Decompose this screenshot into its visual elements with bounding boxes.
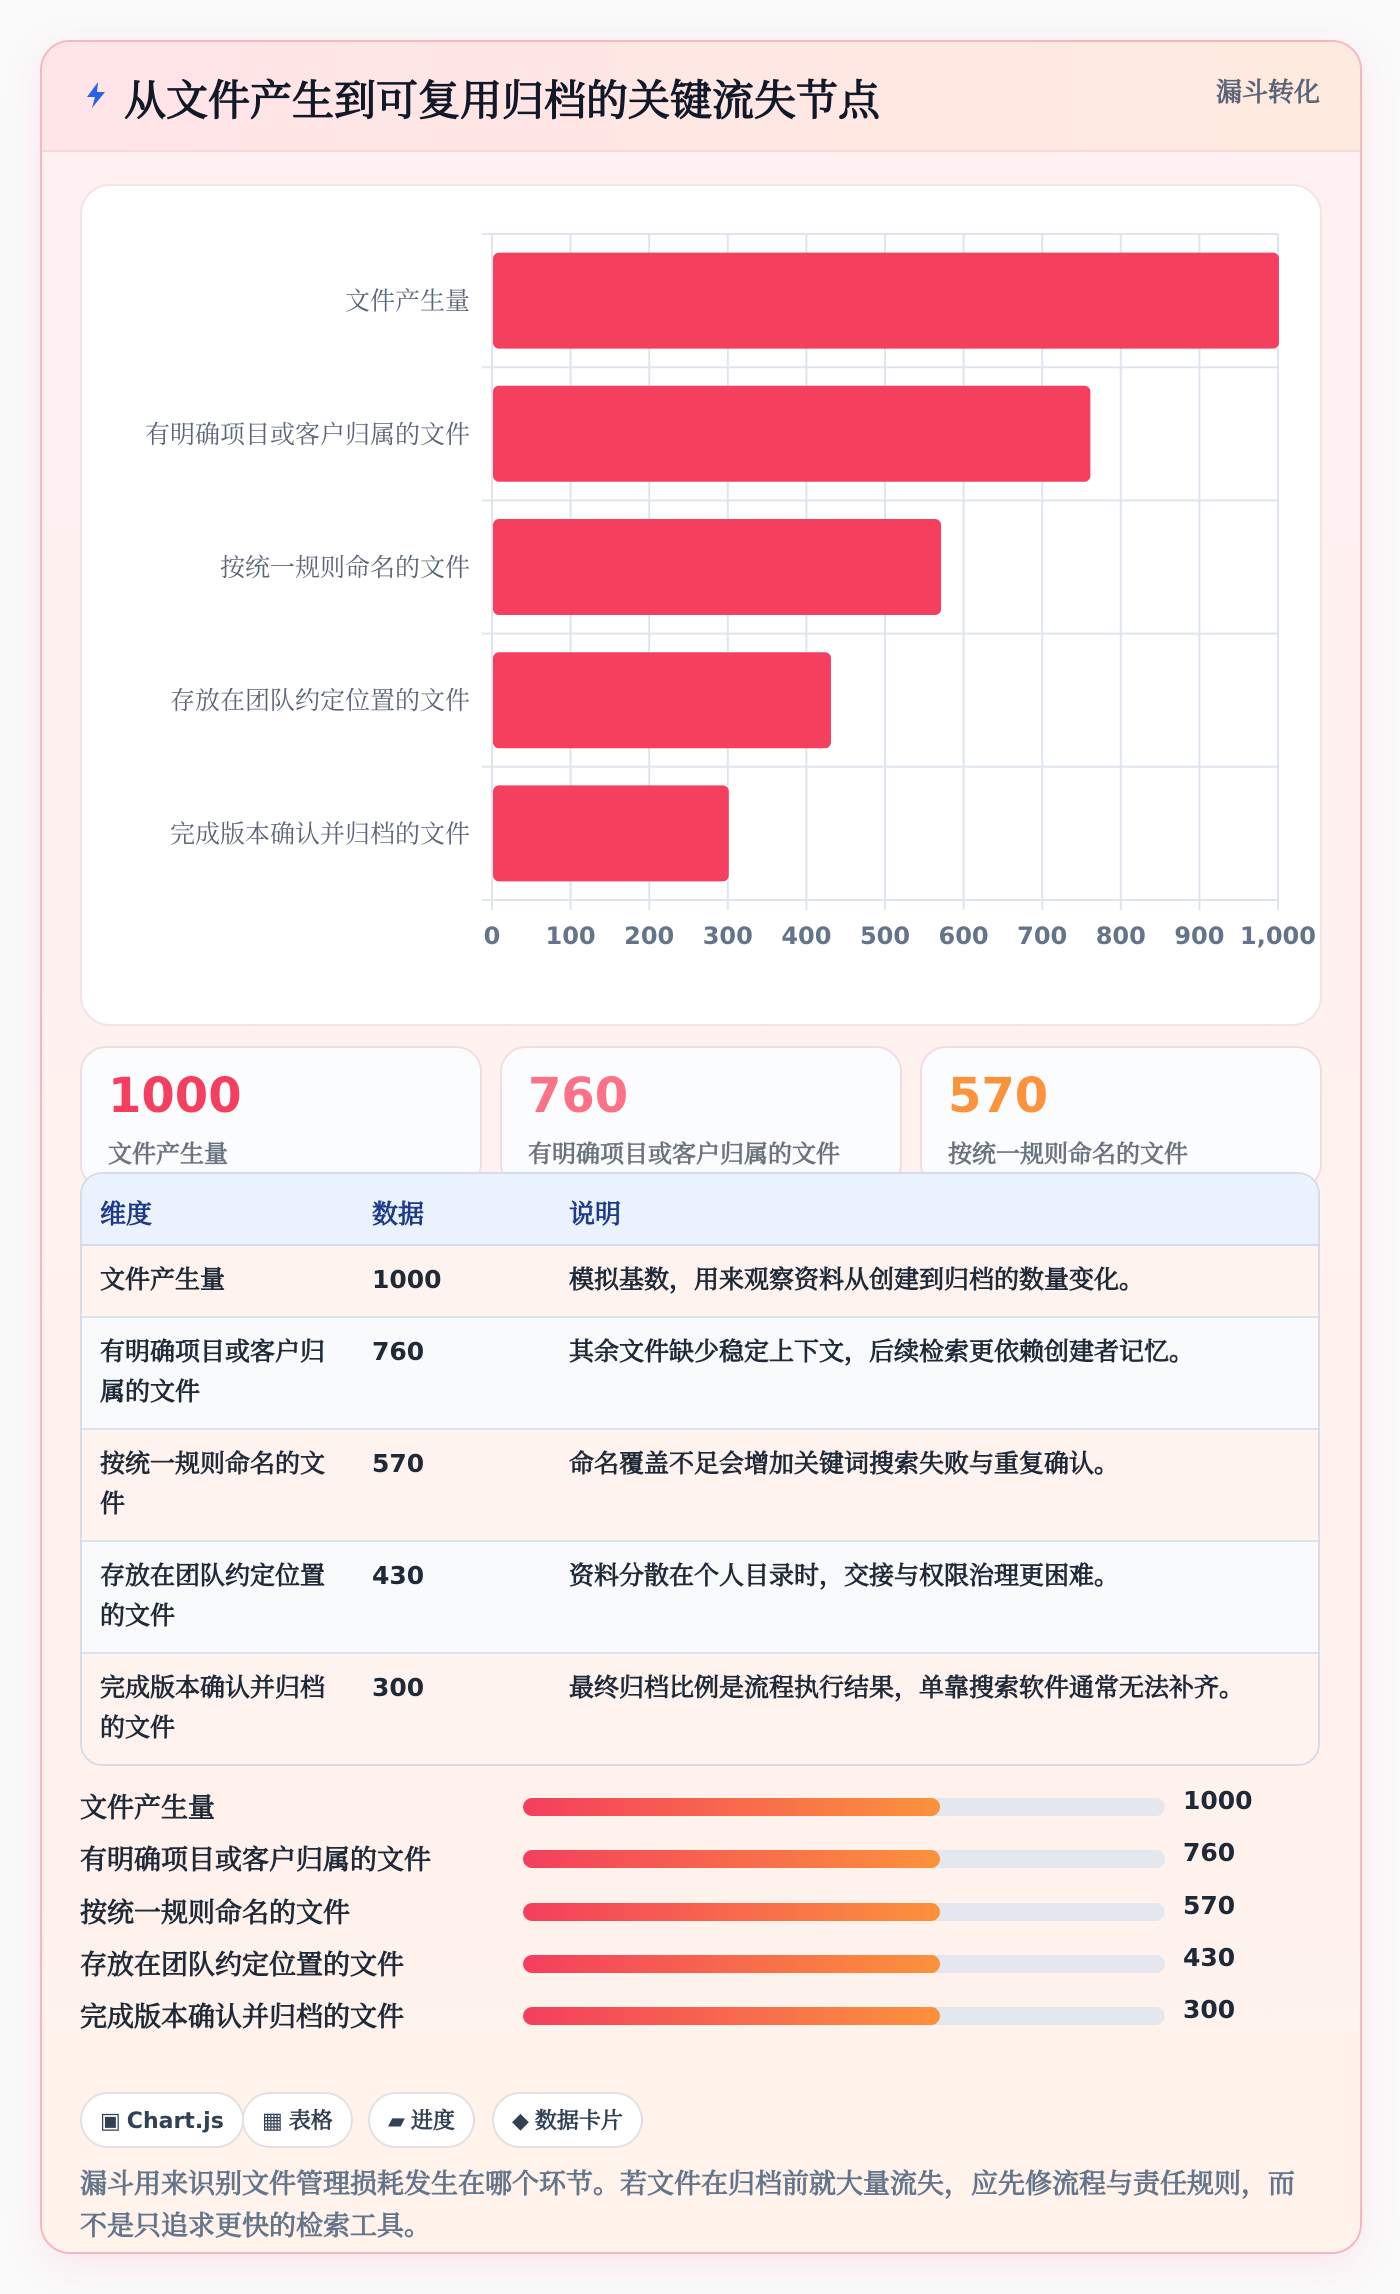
progress-chip-icon: ▰ (388, 2109, 405, 2134)
stat-value: 760 (528, 1068, 629, 1124)
cell-dimension: 文件产生量 (100, 1265, 226, 1294)
stat-card (500, 1046, 902, 1190)
stat-value: 1000 (108, 1068, 242, 1124)
progress-value: 760 (1183, 1838, 1236, 1867)
x-tick-label: 600 (938, 922, 989, 950)
cell-value: 300 (372, 1673, 425, 1702)
cell-note: 命名覆盖不足会增加关键词搜索失败与重复确认。 (569, 1449, 1120, 1478)
progress-row (80, 1941, 1320, 1981)
stat-label: 按统一规则命名的文件 (948, 1140, 1188, 1168)
cell-value: 1000 (372, 1265, 442, 1294)
chip-table[interactable] (242, 2092, 353, 2148)
cell-note: 模拟基数，用来观察资料从创建到归档的数量变化。 (569, 1265, 1145, 1294)
cell-note: 其余文件缺少稳定上下文，后续检索更依赖创建者记忆。 (569, 1337, 1195, 1366)
progress-value: 300 (1183, 1995, 1236, 2024)
data-table (80, 1172, 1320, 1766)
lightning-icon (82, 80, 110, 110)
page-title: 从文件产生到可复用归档的关键流失节点 (124, 76, 881, 125)
column-header-dimension: 维度 (100, 1200, 153, 1230)
diamond-chip-icon: ◆ (512, 2109, 529, 2134)
category-label: 按统一规则命名的文件 (219, 553, 470, 582)
footnote: 漏斗用来识别文件管理损耗发生在哪个环节。若文件在归档前就大量流失，应先修流程与责任规则，而不是只追求更快的检索工具。 (80, 2169, 1295, 2242)
progress-row (80, 1993, 1320, 2033)
stat-label: 文件产生量 (108, 1140, 228, 1168)
x-tick-label: 1,000 (1240, 922, 1316, 950)
progress-fill (523, 1955, 940, 1973)
x-tick-label: 900 (1174, 922, 1225, 950)
progress-label: 完成版本确认并归档的文件 (80, 2002, 404, 2033)
x-tick-label: 100 (545, 922, 596, 950)
bar (493, 652, 831, 748)
table-row (82, 1542, 1318, 1654)
chart-svg (82, 186, 1320, 1024)
bar (493, 519, 941, 615)
x-tick-label: 700 (1017, 922, 1068, 950)
progress-label: 按统一规则命名的文件 (80, 1898, 350, 1929)
progress-track (523, 1850, 1165, 1868)
progress-label: 有明确项目或客户归属的文件 (80, 1845, 431, 1876)
progress-label: 文件产生量 (80, 1793, 215, 1824)
x-tick-label: 400 (781, 922, 832, 950)
table-row (82, 1246, 1318, 1318)
progress-fill (523, 2007, 940, 2025)
cell-note: 资料分散在个人目录时，交接与权限治理更困难。 (569, 1561, 1120, 1590)
chart-chip-icon: ▣ (100, 2109, 121, 2134)
progress-value: 570 (1183, 1891, 1236, 1920)
cell-value: 570 (372, 1449, 425, 1478)
funnel-chart (80, 184, 1322, 1026)
progress-row (80, 1836, 1320, 1876)
chip-label: 数据卡片 (534, 2109, 623, 2134)
chart-type-tag: 漏斗转化 (1215, 78, 1320, 108)
table-chip-icon: ▦ (262, 2109, 283, 2134)
category-label: 完成版本确认并归档的文件 (169, 819, 470, 849)
category-label: 有明确项目或客户归属的文件 (144, 419, 470, 449)
cell-dimension: 有明确项目或客户归属的文件 (100, 1337, 326, 1406)
progress-track (523, 2007, 1165, 2025)
bar (493, 785, 729, 881)
cell-note: 最终归档比例是流程执行结果，单靠搜索软件通常无法补齐。 (569, 1673, 1245, 1702)
progress-row (80, 1784, 1320, 1824)
progress-value: 1000 (1183, 1786, 1253, 1815)
table-header (82, 1174, 1318, 1246)
category-label: 文件产生量 (344, 286, 470, 316)
progress-fill (523, 1850, 940, 1868)
column-header-data: 数据 (372, 1200, 425, 1230)
funnel-card (40, 40, 1362, 2254)
card-header (42, 42, 1360, 152)
table-row (82, 1430, 1318, 1542)
progress-value: 430 (1183, 1943, 1236, 1972)
progress-track (523, 1955, 1165, 1973)
chip-progress[interactable] (368, 2092, 475, 2148)
x-tick-label: 0 (483, 922, 501, 950)
x-tick-label: 300 (702, 922, 753, 950)
table-row (82, 1318, 1318, 1430)
chip-chartjs[interactable] (80, 2092, 244, 2148)
cell-dimension: 按统一规则命名的文件 (100, 1449, 326, 1518)
bar (493, 253, 1279, 349)
progress-track (523, 1903, 1165, 1921)
progress-track (523, 1798, 1165, 1816)
progress-row (80, 1889, 1320, 1929)
table-row (82, 1654, 1318, 1764)
chip-data-card[interactable] (492, 2092, 643, 2148)
x-tick-label: 800 (1095, 922, 1146, 950)
cell-dimension: 完成版本确认并归档的文件 (100, 1673, 326, 1742)
chip-label: 进度 (410, 2109, 455, 2134)
column-header-note: 说明 (569, 1200, 622, 1230)
chip-label: Chart.js (126, 2109, 224, 2134)
bar (493, 386, 1090, 482)
progress-fill (523, 1798, 940, 1816)
progress-fill (523, 1903, 940, 1921)
category-label: 存放在团队约定位置的文件 (169, 686, 470, 716)
cell-value: 760 (372, 1337, 425, 1366)
stat-card (80, 1046, 482, 1190)
stat-label: 有明确项目或客户归属的文件 (528, 1140, 840, 1168)
stat-card (920, 1046, 1322, 1190)
x-tick-label: 200 (624, 922, 675, 950)
stat-value: 570 (948, 1068, 1049, 1124)
x-tick-label: 500 (859, 922, 911, 950)
chip-label: 表格 (288, 2109, 333, 2134)
cell-value: 430 (372, 1561, 425, 1590)
progress-label: 存放在团队约定位置的文件 (80, 1950, 404, 1981)
cell-dimension: 存放在团队约定位置的文件 (100, 1561, 326, 1630)
